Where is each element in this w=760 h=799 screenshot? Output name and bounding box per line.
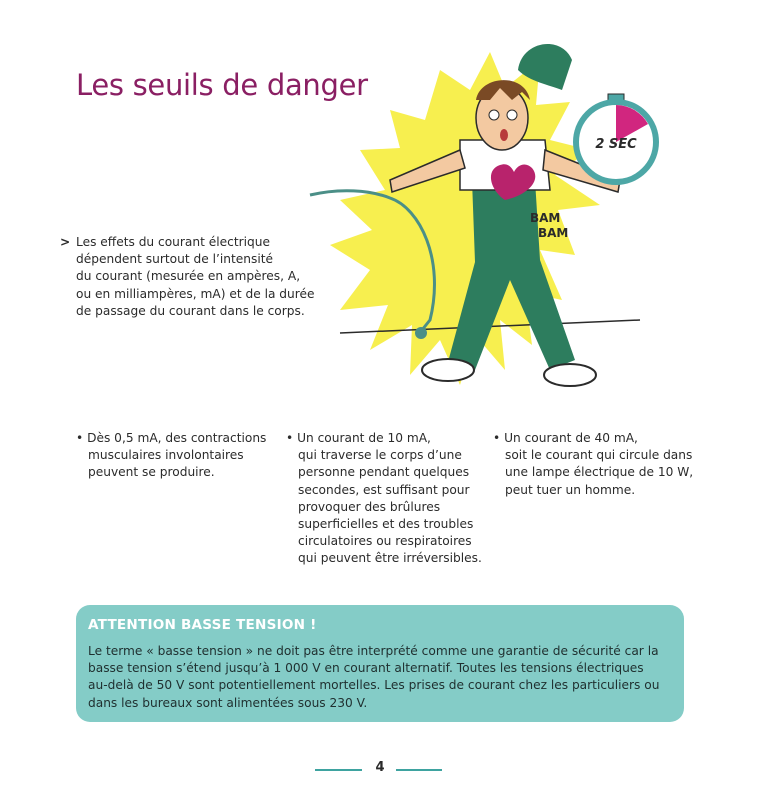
column-line: musculaires involontaires [88,448,244,463]
bam-text-1: BAM [530,211,561,225]
attention-box [76,605,684,722]
column-line: une lampe électrique de 10 W, [505,465,694,480]
column-line: • Un courant de 10 mA, [286,430,482,447]
intro-line: dépendent surtout de l’intensité [76,252,273,267]
attention-body [88,643,678,712]
column-line: circulatoires ou respiratoires [298,534,472,549]
intro-chevron: > [60,235,71,249]
electrocution-illustration [300,30,690,410]
column-line: superficielles et des troubles [298,517,474,532]
column-line: peut tuer un homme. [505,482,636,497]
bam-text-2: BAM [538,226,569,240]
intro-line: Les effets du courant électrique [76,235,270,249]
column-line: peuvent se produire. [88,465,215,480]
column-line: • Dès 0,5 mA, des contractions [76,430,266,447]
column-line: • Un courant de 40 mA, [493,430,693,447]
attention-line: basse tension s’étend jusqu’à 1 000 V en courant alternatif. Toutes les tensions électriques [88,661,644,676]
column-line: soit le courant qui circule dans [505,448,693,463]
timer-label: 2 SEC [595,137,637,152]
column-line: secondes, est suffisant pour [298,482,470,497]
page-number: 4 [375,760,385,775]
page-title: Les seuils de danger [76,68,368,102]
column-line: qui traverse le corps d’une [298,448,462,463]
attention-line: Le terme « basse tension » ne doit pas être interprété comme une garantie de sécurité car la [88,644,659,658]
column-line: qui peuvent être irréversibles. [298,551,482,566]
column-line: personne pendant quelques [298,465,470,480]
footer-rule-right [396,769,442,771]
intro-line: du courant (mesurée en ampères, A, [76,269,301,284]
attention-line: au-delà de 50 V sont potentiellement mortelles. Les prises de courant chez les particuliers ou [88,678,660,693]
threshold-column-0-5ma [76,430,266,482]
threshold-column-40ma [493,430,693,499]
attention-title: ATTENTION BASSE TENSION ! [88,617,317,633]
page-footer [0,760,760,780]
threshold-column-10ma [286,430,482,568]
attention-line: dans les bureaux sont alimentées sous 230 V. [88,695,368,710]
intro-text [60,234,380,320]
column-line: provoquer des brûlures [298,499,441,514]
stopwatch-icon [576,94,656,182]
footer-rule-left [315,769,362,771]
intro-line: de passage du courant dans le corps. [76,303,305,318]
intro-line: ou en milliampères, mA) et de la durée [76,286,315,301]
